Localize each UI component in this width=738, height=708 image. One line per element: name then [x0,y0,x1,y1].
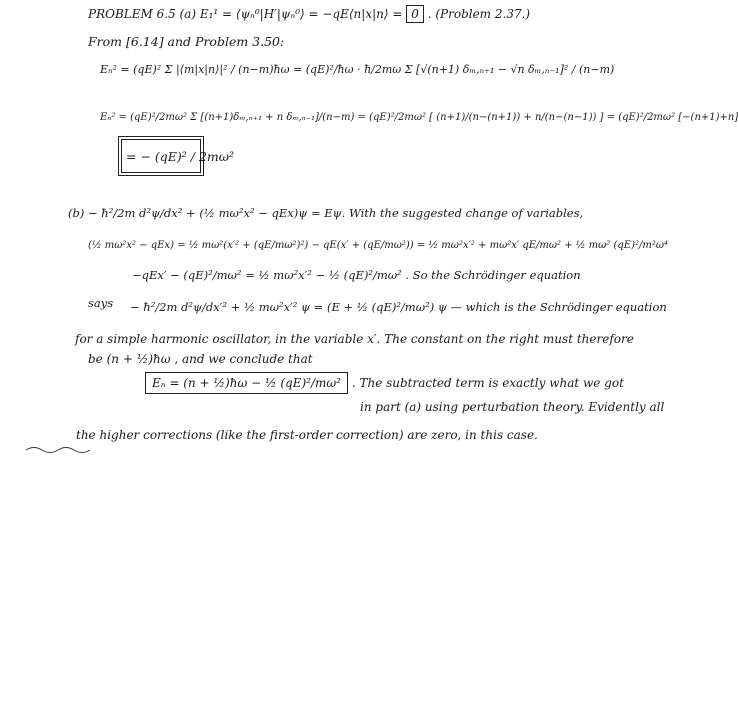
problem-reference-text: . (Problem 2.37.) [427,7,531,21]
first-order-result-box: 0 [406,5,424,23]
says-label: says [88,296,114,310]
part-b-schrodinger-line: (b) − ħ²/2m d²ψ/dx² + (½ mω²x² − qEx)ψ = Eψ. With the suggested change of variables, [68,206,584,220]
from-equation-line: From [6.14] and Problem 3.50: [88,34,285,49]
completed-square-line: −qEx′ − (qE)²/mω² = ½ mω²x′² − ½ (qE)²/mω² . So the Schrödinger equation [132,268,581,282]
transformed-equation-line: − ħ²/2m d²ψ/dx′² + ½ mω²x′² ψ = (E + ½ (qE)²/mω²) ψ — which is the Schrödinger equation [130,300,667,314]
part-a-first-order-text: PROBLEM 6.5 (a) E₁¹ = ⟨ψₙ⁰|H′|ψₙ⁰⟩ = −qE⟨n|x|n⟩ = [88,7,403,21]
second-order-evaluation-line: Eₙ² = (qE)²/2mω² Σ [(n+1)δₘ,ₙ₊₁ + n δₘ,ₙ₋₁]/(n−m) = (qE)²/2mω² [ (n+1)/(n−(n+1)) + n/(n−(n−1)) ] = (qE)²/2mω² [−(n+1)+n] [100,112,738,123]
problem-heading-line [88,7,530,22]
second-order-sum-line: Eₙ² = (qE)² Σ |⟨m|x|n⟩|² / (n−m)ħω = (qE)²/ħω · ħ/2mω Σ [√(n+1) δₘ,ₙ₊₁ − √n δₘ,ₙ₋₁]² / (n−m) [100,63,615,76]
energy-conclusion-line: be (n + ½)ħω , and we conclude that [88,352,313,366]
harmonic-oscillator-line: for a simple harmonic oscillator, in the variable x′. The constant on the right must therefore [75,332,634,346]
subtracted-term-text: . The subtracted term is exactly what we got [351,376,624,390]
change-of-variables-line: (½ mω²x² − qEx) = ½ mω²(x′² + (qE/mω²)²) − qE(x′ + (qE/mω²)) = ½ mω²x′² + mω²x′ qE/mω² + ½ mω² (qE)²/m²ω⁴ [88,240,669,251]
final-energy-box: Eₙ = (n + ½)ħω − ½ (qE)²/mω² [145,372,348,394]
final-energy-line [145,376,624,391]
perturbation-comparison-line: in part (a) using perturbation theory. Evidently all [360,400,665,414]
higher-corrections-line: the higher corrections (like the first-order correction) are zero, in this case. [76,428,538,442]
handwritten-squiggle [26,445,96,455]
second-order-result-text: = − (qE)² / 2mω² [126,149,234,164]
